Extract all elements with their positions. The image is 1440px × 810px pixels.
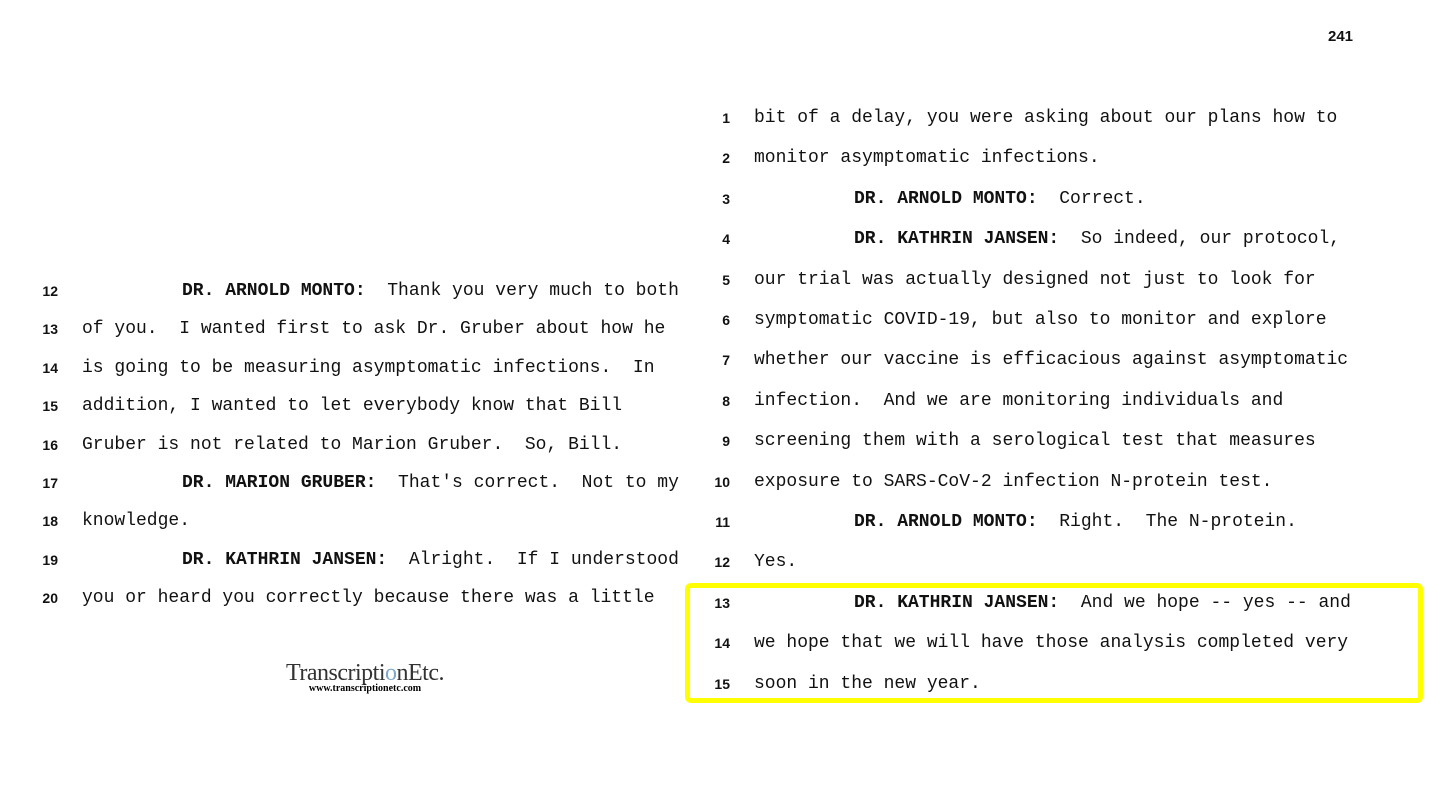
- spoken-text: Correct.: [1037, 188, 1146, 209]
- line-number: 18: [42, 513, 58, 530]
- line-number: 19: [42, 551, 58, 568]
- spoken-text: knowledge.: [82, 511, 191, 532]
- spoken-text: we hope that we will have those analysis completed very: [754, 633, 1349, 654]
- speaker-name: DR. KATHRIN JANSEN:: [854, 229, 1060, 250]
- line-number: 20: [42, 590, 58, 607]
- spoken-text: screening them with a serological test that measures: [754, 431, 1316, 452]
- line-number: 7: [722, 352, 730, 369]
- line-number: 9: [722, 433, 730, 450]
- line-text: [82, 507, 190, 535]
- line-text: [182, 546, 679, 574]
- spoken-text: Gruber is not related to Marion Gruber. So, Bill.: [82, 434, 623, 455]
- line-number: 15: [42, 398, 58, 415]
- speaker-name: DR. KATHRIN JANSEN:: [182, 549, 388, 570]
- logo-url: www.transcriptionetc.com: [308, 683, 422, 694]
- line-number: 10: [714, 473, 730, 490]
- page-number: 241: [1328, 28, 1354, 45]
- line-text: [754, 266, 1316, 294]
- spoken-text: So indeed, our protocol,: [1059, 229, 1341, 250]
- line-number: 3: [722, 190, 730, 207]
- line-number: 5: [722, 271, 730, 288]
- line-text: [754, 104, 1337, 132]
- line-number: 6: [722, 312, 730, 328]
- spoken-text: is going to be measuring asymptomatic infections. In: [82, 357, 655, 378]
- spoken-text: That's correct. Not to my: [376, 473, 679, 493]
- spoken-text: whether our vaccine is efficacious against asymptomatic: [754, 350, 1349, 371]
- line-text: [182, 469, 679, 497]
- spoken-text: Thank you very much to both: [365, 281, 679, 301]
- line-text: [754, 468, 1272, 496]
- logo-text-o: o: [384, 660, 397, 686]
- line-text: [182, 277, 679, 305]
- line-number: 13: [714, 594, 730, 611]
- speaker-name: DR. MARION GRUBER:: [182, 473, 377, 493]
- spoken-text: symptomatic COVID-19, but also to monitor and explore: [754, 310, 1327, 330]
- line-text: [754, 387, 1283, 415]
- line-text: [854, 508, 1297, 536]
- logo-text-1: Transcripti: [286, 660, 385, 686]
- line-text: [754, 346, 1348, 374]
- line-text: [854, 185, 1146, 213]
- line-number: 1: [722, 110, 730, 126]
- line-text: [82, 431, 622, 459]
- line-text: [854, 225, 1340, 253]
- speaker-name: DR. KATHRIN JANSEN:: [854, 592, 1060, 613]
- line-number: 12: [714, 554, 730, 571]
- logo-text-2: nEtc.: [396, 660, 444, 686]
- line-number: 14: [714, 635, 730, 652]
- speaker-name: DR. ARNOLD MONTO:: [182, 281, 366, 301]
- line-text: [754, 144, 1100, 172]
- line-text: [82, 354, 655, 382]
- line-number: 17: [42, 475, 58, 491]
- spoken-text: of you. I wanted first to ask Dr. Gruber about how he: [82, 319, 666, 340]
- line-text: [82, 392, 622, 420]
- spoken-text: Alright. If I understood: [387, 549, 679, 570]
- spoken-text: you or heard you correctly because there was a little: [82, 588, 655, 609]
- spoken-text: monitor asymptomatic infections.: [754, 148, 1100, 169]
- line-text: [82, 584, 655, 612]
- line-text: [754, 548, 797, 576]
- spoken-text: addition, I wanted to let everybody know that Bill: [82, 396, 623, 417]
- spoken-text: soon in the new year.: [754, 673, 981, 694]
- line-number: 15: [714, 675, 730, 692]
- spoken-text: exposure to SARS-CoV-2 infection N-protein test.: [754, 471, 1273, 492]
- spoken-text: Yes.: [754, 552, 798, 573]
- line-number: 13: [42, 321, 58, 338]
- line-text: [754, 306, 1327, 334]
- spoken-text: bit of a delay, you were asking about our plans how to: [754, 108, 1338, 128]
- line-number: 8: [722, 392, 730, 409]
- line-number: 2: [722, 150, 730, 167]
- speaker-name: DR. ARNOLD MONTO:: [854, 188, 1038, 209]
- line-number: 16: [42, 436, 58, 453]
- highlight-box: [685, 583, 1423, 703]
- transcriptionetc-logo: [270, 660, 460, 694]
- line-text: [82, 315, 665, 343]
- spoken-text: our trial was actually designed not just to look for: [754, 269, 1316, 290]
- line-text: [754, 427, 1316, 455]
- line-number: 11: [715, 514, 730, 530]
- spoken-text: infection. And we are monitoring individuals and: [754, 390, 1284, 411]
- speaker-name: DR. ARNOLD MONTO:: [854, 512, 1038, 532]
- spoken-text: And we hope -- yes -- and: [1059, 592, 1351, 613]
- spoken-text: Right. The N-protein.: [1037, 512, 1297, 532]
- line-number: 12: [42, 283, 58, 299]
- line-number: 4: [722, 231, 730, 248]
- line-number: 14: [42, 359, 58, 376]
